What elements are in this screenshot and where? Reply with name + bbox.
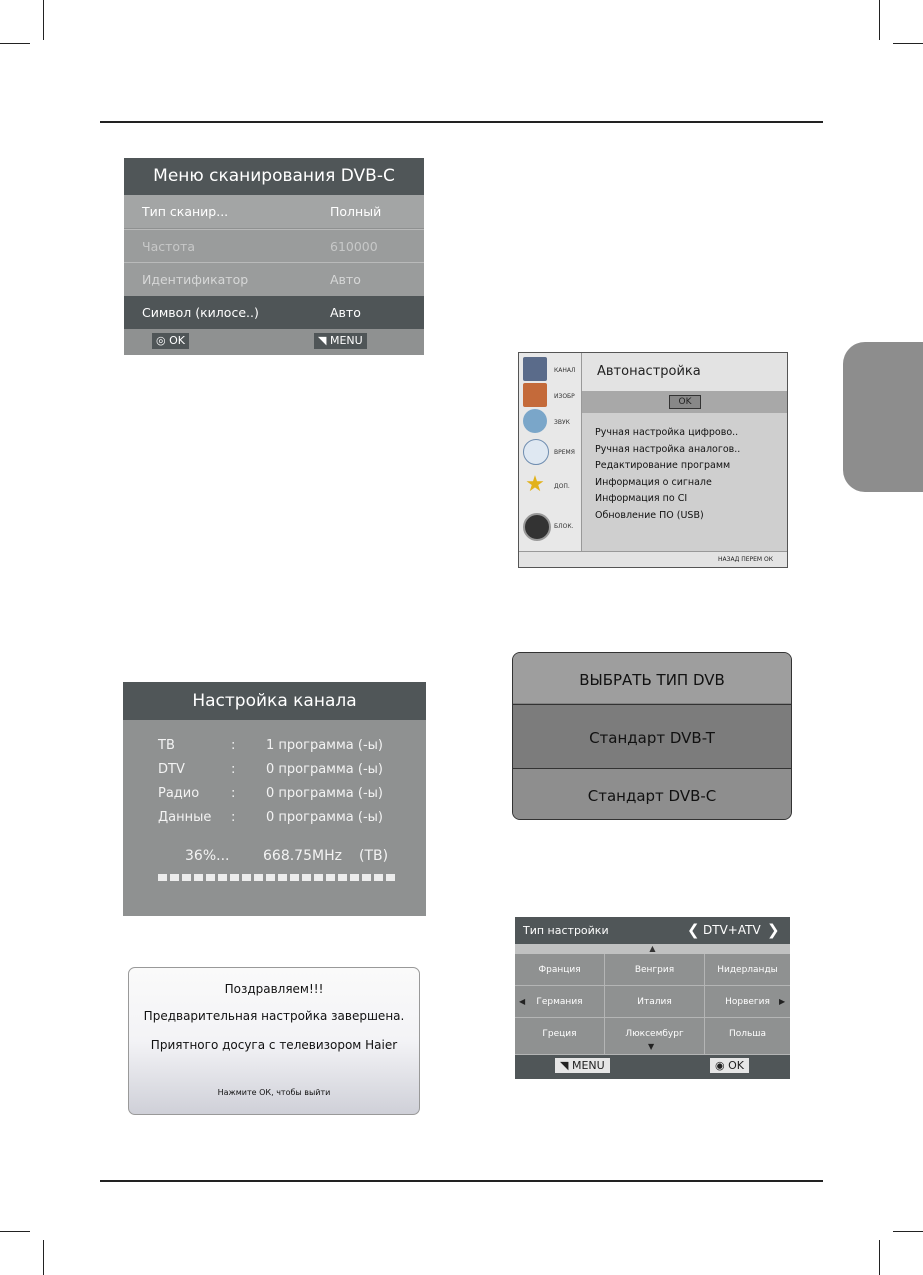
progress-segment — [302, 874, 311, 881]
speaker-icon — [523, 409, 547, 433]
row-sep: : — [231, 810, 236, 825]
congrats-hint: Нажмите ОК, чтобы выйти — [217, 1088, 331, 1097]
progress-segment — [326, 874, 335, 881]
menu-sidebar — [519, 353, 582, 551]
tune-footer — [515, 1055, 790, 1079]
country-cell[interactable]: Франция — [515, 954, 605, 986]
scan-menu-title: Меню сканирования DVB-C — [124, 158, 424, 195]
dvb-c-option[interactable]: Стандарт DVB-C — [513, 768, 791, 820]
side-tab — [843, 342, 923, 492]
progress-segment — [218, 874, 227, 881]
country-cell[interactable]: Польша — [705, 1018, 790, 1055]
dvb-t-option[interactable]: Стандарт DVB-T — [513, 704, 791, 768]
sidebar-item-channel[interactable]: КАНАЛ — [521, 357, 579, 385]
tune-type-value[interactable]: DTV+ATV — [703, 923, 761, 937]
chevron-left-icon[interactable]: ❮ — [687, 921, 700, 939]
row-label: ТВ — [158, 738, 175, 753]
ok-button[interactable]: ◎ OK — [152, 333, 189, 349]
row-value: Авто — [330, 305, 361, 320]
scan-footer — [124, 330, 424, 355]
tv-icon — [523, 357, 547, 381]
row-label: Частота — [142, 239, 195, 254]
progress-segment — [194, 874, 203, 881]
auto-menu-list — [595, 425, 740, 524]
row-value: 0 программа (-ы) — [266, 762, 383, 777]
menu-item[interactable]: Обновление ПО (USB) — [595, 509, 704, 521]
country-cell[interactable]: Германия — [515, 986, 605, 1018]
country-cell[interactable]: Италия — [605, 986, 705, 1018]
crop-mark — [893, 1231, 923, 1232]
tune-type-label: Тип настройки — [523, 924, 609, 937]
congrats-line-2: Предварительная настройка завершена. — [143, 1009, 405, 1023]
congrats-line-3: Приятного досуга с телевизором Haier — [150, 1038, 398, 1052]
picture-icon — [523, 383, 547, 407]
country-cell[interactable]: Люксембург — [605, 1018, 705, 1055]
scroll-down-icon[interactable]: ▼ — [648, 1042, 655, 1051]
scan-percent: 36%... — [185, 848, 230, 864]
sidebar-item-time[interactable]: ВРЕМЯ — [521, 439, 579, 467]
progress-segment — [338, 874, 347, 881]
progress-segment — [350, 874, 359, 881]
channel-setup-title: Настройка канала — [123, 682, 426, 720]
ok-icon: ◉ — [715, 1059, 725, 1072]
crop-mark — [0, 43, 30, 44]
progress-segment — [266, 874, 275, 881]
row-value: Полный — [330, 204, 382, 219]
star-icon: ★ — [525, 472, 545, 497]
menu-item[interactable]: Ручная настройка аналогов.. — [595, 443, 741, 455]
progress-segment — [374, 874, 383, 881]
footer-rule — [100, 1180, 823, 1182]
tune-type-screen — [515, 917, 790, 1079]
country-cell[interactable]: Венгрия — [605, 954, 705, 986]
clock-icon — [523, 439, 549, 465]
crop-mark — [879, 1240, 880, 1275]
progress-segment — [386, 874, 395, 881]
scroll-left-icon[interactable]: ◀ — [519, 997, 526, 1006]
sidebar-item-picture[interactable]: ИЗОБР — [521, 383, 579, 411]
menu-icon: ◥ — [560, 1059, 569, 1072]
congrats-line-1: Поздравляем!!! — [224, 982, 324, 996]
sidebar-item-extra[interactable]: ★ ДОП. — [521, 473, 579, 501]
scroll-up-icon[interactable]: ▲ — [515, 944, 790, 954]
tune-type-header — [515, 917, 790, 944]
crop-mark — [43, 0, 44, 40]
progress-segment — [182, 874, 191, 881]
progress-segment — [278, 874, 287, 881]
row-label: Символ (килосе..) — [142, 305, 259, 320]
row-label: Тип сканир... — [142, 204, 229, 219]
progress-segment — [314, 874, 323, 881]
ok-button[interactable]: OK — [669, 395, 701, 409]
scan-row-symbol[interactable] — [124, 296, 424, 329]
auto-menu-title: Автонастройка — [582, 353, 787, 391]
lock-icon — [523, 513, 551, 541]
menu-button[interactable]: ◥ MENU — [314, 333, 367, 349]
row-sep: : — [231, 786, 236, 801]
dvbc-scan-menu — [124, 158, 424, 355]
ok-bar — [582, 391, 787, 413]
sidebar-item-sound[interactable]: ЗВУК — [521, 409, 579, 437]
progress-segment — [254, 874, 263, 881]
scan-row-type[interactable] — [124, 195, 424, 228]
scan-row-frequency[interactable] — [124, 229, 424, 263]
progress-segment — [206, 874, 215, 881]
progress-segment — [230, 874, 239, 881]
progress-segment — [158, 874, 167, 881]
dvb-type-dialog — [512, 652, 792, 820]
crop-mark — [893, 43, 923, 44]
row-label: Идентификатор — [142, 272, 249, 287]
dvb-type-title: ВЫБРАТЬ ТИП DVB — [513, 653, 791, 703]
row-label: DTV — [158, 762, 185, 777]
menu-item[interactable]: Информация по CI — [595, 493, 688, 504]
congrats-dialog — [128, 967, 420, 1115]
menu-item[interactable]: Информация о сигнале — [595, 476, 712, 488]
menu-button[interactable]: ◥ MENU — [555, 1058, 610, 1073]
row-label: Радио — [158, 786, 200, 801]
country-cell[interactable]: Норвегия — [705, 986, 790, 1018]
ok-button[interactable]: ◉ OK — [710, 1058, 749, 1073]
scan-frequency: 668.75MHz — [263, 848, 342, 864]
crop-mark — [0, 1231, 30, 1232]
progress-segment — [242, 874, 251, 881]
sidebar-item-lock[interactable]: БЛОК. — [521, 513, 579, 541]
row-value: 610000 — [330, 239, 378, 254]
scan-band: (ТВ) — [359, 848, 389, 864]
row-value: 0 программа (-ы) — [266, 810, 383, 825]
progress-segment — [362, 874, 371, 881]
menu-item[interactable]: Ручная настройка цифрово.. — [595, 427, 739, 438]
progress-segment — [170, 874, 179, 881]
menu-icon: ◥ — [318, 334, 327, 347]
ok-icon: ◎ — [156, 334, 166, 347]
scroll-right-icon[interactable]: ▶ — [779, 997, 786, 1006]
header-rule — [100, 121, 823, 123]
crop-mark — [43, 1240, 44, 1275]
scan-row-id[interactable] — [124, 262, 424, 296]
chevron-right-icon[interactable]: ❯ — [767, 921, 780, 939]
row-value: 1 программа (-ы) — [266, 738, 383, 753]
row-sep: : — [231, 762, 236, 777]
auto-menu-footer: НАЗАД ПЕРЕМ ОК — [519, 551, 787, 567]
row-value: 0 программа (-ы) — [266, 786, 383, 801]
progress-segment — [290, 874, 299, 881]
auto-setup-menu — [518, 352, 788, 568]
row-sep: : — [231, 738, 236, 753]
country-cell[interactable]: Нидерланды — [705, 954, 790, 986]
channel-setup-screen — [123, 682, 426, 916]
country-cell[interactable]: Греция — [515, 1018, 605, 1055]
scan-progress-bar — [158, 874, 395, 881]
crop-mark — [879, 0, 880, 40]
row-value: Авто — [330, 272, 361, 287]
menu-item[interactable]: Редактирование программ — [595, 460, 731, 471]
row-label: Данные — [158, 810, 212, 825]
